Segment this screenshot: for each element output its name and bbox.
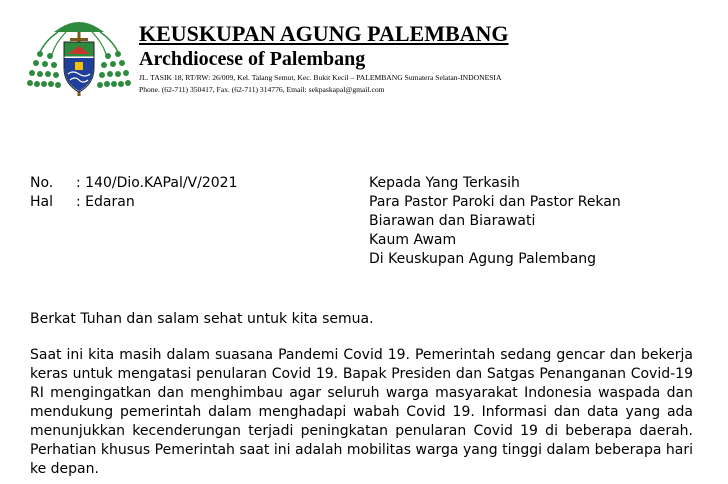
letterhead-address: JL. TASIK 18, RT/RW: 26/009, Kel. Talang Semut, Kec. Bukit Kecil – PALEMBANG Sumatera Selatan-INDONESIA [139,73,502,82]
letterhead-contact: Phone. (62-711) 350417, Fax. (62-711) 314776, Email: sekpaskapal@gmail.com [139,85,385,94]
subject-value: : Edaran [76,194,135,210]
recipient-line: Kaum Awam [369,232,457,248]
greeting: Berkat Tuhan dan salam sehat untuk kita semua. [30,311,374,327]
recipient-line: Para Pastor Paroki dan Pastor Rekan [369,194,621,210]
subject-label: Hal [30,194,53,210]
recipient-line: Kepada Yang Terkasih [369,175,520,191]
letterhead-title: KEUSKUPAN AGUNG PALEMBANG [139,21,509,46]
body-paragraph: Saat ini kita masih dalam suasana Pandemi Covid 19. Pemerintah sedang gencar dan bekerja keras untuk mengatasi penularan Covid 19. Bapak Presiden dan Satgas Penanganan Covid-19 RI mengingatkan dan menghimbau agar seluruh warga masyarakat Indonesia waspada dan mendukung pemerintah dalam menghadapi wabah Covid 19. Informasi dan data yang ada menunjukkan kecenderungan terjadi peningkatan penularan Covid 19 di beberapa daerah. Perhatian khusus Pemerintah saat ini adalah mobilitas warga yang tinggi dalam beberapa hari ke depan. [30,347,693,477]
letterhead-subtitle: Archdiocese of Palembang [139,48,366,70]
right-tassels [97,51,131,88]
left-tassels [27,51,61,88]
galero-hat [54,22,104,32]
number-label: No. [30,175,54,191]
recipient-line: Biarawan dan Biarawati [369,213,536,229]
archdiocese-coat-of-arms [26,18,132,98]
number-value: : 140/Dio.KAPal/V/2021 [76,175,238,191]
recipient-line: Di Keuskupan Agung Palembang [369,251,597,267]
